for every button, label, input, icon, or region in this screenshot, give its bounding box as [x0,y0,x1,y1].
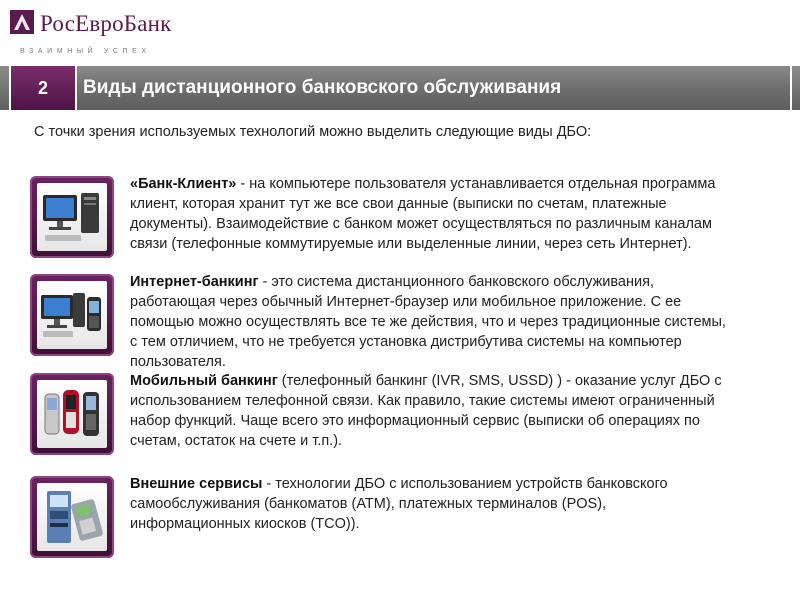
item-description [130,474,730,534]
atm-terminal-icon [30,476,114,558]
item-description [130,174,730,254]
computer-and-phone-icon [30,274,114,356]
item-body: - это система дистанционного банковского обслуживания, работающая через обычный Интернет-браузер или мобильное приложение. С ее помощью можно осуществлять все те же действия, что и через традиционные системы, с тем отличием, что не требуется установка дистрибутива системы на компьютер пользователя. [130,274,726,370]
bank-name: РосЕвроБанк [40,11,172,36]
header-right-cap [792,66,800,110]
slide-title: Виды дистанционного банковского обслуживания [77,66,790,110]
item-description [130,371,730,451]
item-term: «Банк-Клиент» [130,176,237,192]
item-description [130,272,730,372]
desktop-computer-icon [30,176,114,258]
intro-text: С точки зрения используемых технологий можно выделить следующие виды ДБО: [34,124,592,140]
item-term: Внешние сервисы [130,476,263,492]
mobile-phones-icon [30,373,114,455]
item-body: - технологии ДБО с использованием устройств банковского самообслуживания (банкоматов (ATM), платежных терминалов (POS), информационных киосков (TCO)). [130,476,668,532]
slide-number: 2 [11,66,75,110]
item-body: (телефонный банкинг (IVR, SMS, USSD) ) - оказание услуг ДБО с использованием телефонной связи. Как правило, такие системы имеют ограниченный набор функций. Чаще всего это информационный сервис (выписки об операциях по счетам, остаток на счете и т.п.). [130,373,722,449]
item-body: - на компьютере пользователя устанавливается отдельная программа клиент, которая хранит тут же все свои данные (выписки по счетам, платежные документы). Взаимодействие с банком может осуществляться по различным каналам связи (телефонные коммутируемые или выделенные линии, через сеть Интернет). [130,176,716,252]
bank-tagline: ВЗАИМНЫЙ УСПЕХ [20,48,151,55]
bank-logo-icon [10,10,34,34]
slide-header [0,66,800,110]
item-term: Мобильный банкинг [130,373,278,389]
header-left-cap [0,66,9,110]
item-term: Интернет-банкинг [130,274,259,290]
